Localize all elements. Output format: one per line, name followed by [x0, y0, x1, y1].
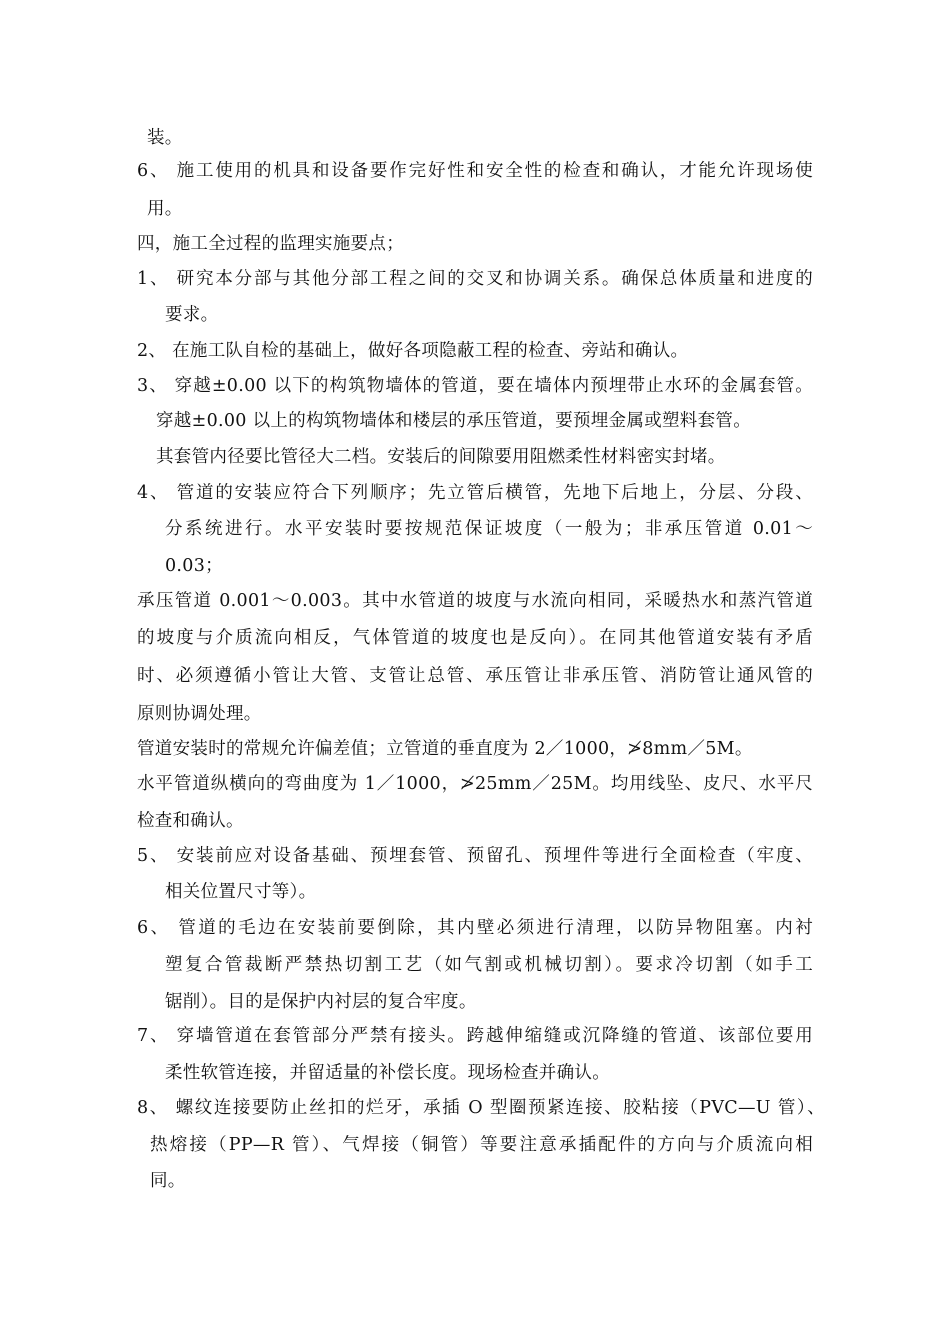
text-line: 6、 施工使用的机具和设备要作完好性和安全性的检查和确认，才能允许现场使	[137, 161, 813, 181]
text-line: 4、 管道的安装应符合下列顺序；先立管后横管，先地下后地上，分层、分段、	[137, 483, 813, 503]
text-line: 2、 在施工队自检的基础上，做好各项隐蔽工程的检查、旁站和确认。	[137, 341, 689, 361]
text-line: 装。	[147, 128, 183, 148]
text-line: 的坡度与介质流向相反，气体管道的坡度也是反向）。在同其他管道安装有矛盾	[137, 628, 813, 648]
text-line: 同。	[150, 1171, 186, 1191]
text-line: 3、 穿越±0.00 以下的构筑物墙体的管道，要在墙体内预埋带止水环的金属套管。	[137, 376, 813, 396]
text-line: 分系统进行。水平安装时要按规范保证坡度（一般为；非承压管道 0.01～	[165, 519, 813, 539]
text-line: 柔性软管连接，并留适量的补偿长度。现场检查并确认。	[165, 1063, 610, 1083]
text-line: 5、 安装前应对设备基础、预埋套管、预留孔、预埋件等进行全面检查（牢度、	[137, 846, 813, 866]
text-line: 8、 螺纹连接要防止丝扣的烂牙，承插 O 型圈预紧连接、胶粘接（PVC—U 管）、	[137, 1098, 825, 1118]
text-line: 时、必须遵循小管让大管、支管让总管、承压管让非承压管、消防管让通风管的	[137, 666, 813, 686]
text-line: 承压管道 0.001～0.003。其中水管道的坡度与水流向相同，采暖热水和蒸汽管道	[137, 591, 813, 611]
text-line: 用。	[147, 199, 183, 219]
text-line: 检查和确认。	[137, 811, 244, 831]
text-line: 其套管内径要比管径大二档。安装后的间隙要用阻燃柔性材料密实封堵。	[156, 447, 726, 467]
text-line: 7、 穿墙管道在套管部分严禁有接头。跨越伸缩缝或沉降缝的管道、该部位要用	[137, 1026, 813, 1046]
text-line: 锯削）。目的是保护内衬层的复合牢度。	[165, 992, 477, 1012]
text-line: 塑复合管裁断严禁热切割工艺（如气割或机械切割）。要求冷切割（如手工	[165, 955, 813, 975]
text-line: 要求。	[165, 305, 219, 325]
text-line: 热熔接（PP—R 管）、气焊接（铜管）等要注意承插配件的方向与介质流向相	[150, 1135, 813, 1155]
text-line: 管道安装时的常规允许偏差值；立管道的垂直度为 2／1000，≯8mm／5M。	[137, 739, 753, 759]
text-line: 原则协调处理。	[137, 704, 262, 724]
text-line: 水平管道纵横向的弯曲度为 1／1000，≯25mm／25M。均用线坠、皮尺、水平尺	[137, 774, 813, 794]
text-line: 穿越±0.00 以上的构筑物墙体和楼层的承压管道，要预埋金属或塑料套管。	[156, 411, 751, 431]
text-line: 相关位置尺寸等）。	[165, 882, 317, 902]
text-line: 1、 研究本分部与其他分部工程之间的交叉和协调关系。确保总体质量和进度的	[137, 269, 813, 289]
text-line: 6、 管道的毛边在安装前要倒除，其内壁必须进行清理，以防异物阻塞。内衬	[137, 918, 813, 938]
text-line: 0.03；	[165, 556, 223, 576]
section-heading: 四，施工全过程的监理实施要点；	[137, 234, 404, 254]
